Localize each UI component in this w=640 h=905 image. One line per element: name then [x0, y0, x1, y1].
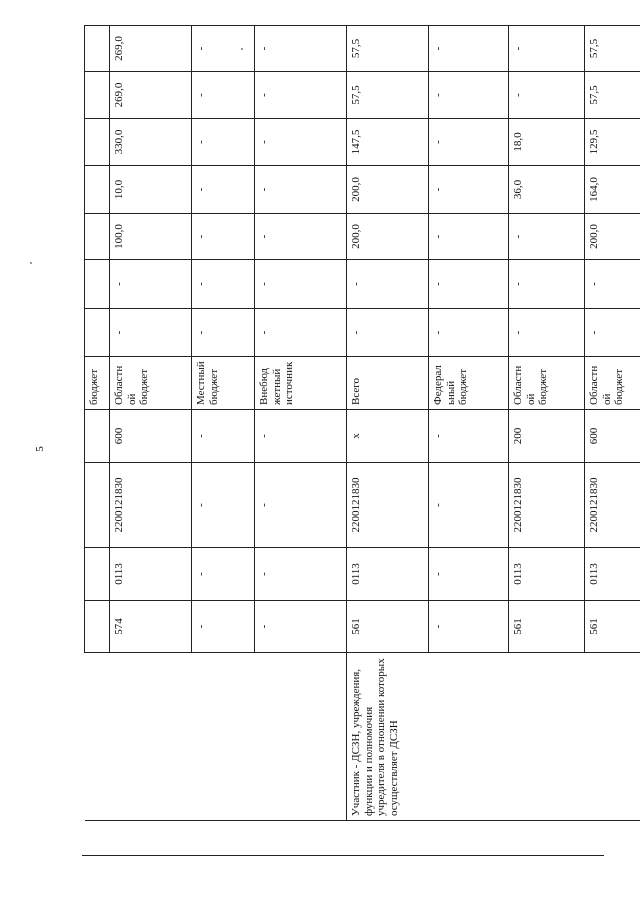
cell-v3: -	[429, 214, 509, 260]
cell-v4: -	[192, 166, 255, 214]
cell-v3: -	[192, 214, 255, 260]
cell-csr: 2200121830	[585, 463, 640, 548]
cell-kfsr: 561	[509, 601, 585, 653]
table-row	[347, 26, 429, 821]
cell-v5	[85, 119, 110, 166]
cell-vr: 600	[110, 410, 192, 463]
cell-v1: -	[429, 309, 509, 357]
empty-participant-cell	[85, 653, 347, 821]
cell-v6: -	[192, 72, 255, 119]
cell-v4	[85, 166, 110, 214]
cell-rz: 0113	[347, 548, 429, 601]
cell-source: Областной бюджет	[509, 357, 585, 410]
cell-vr: x	[347, 410, 429, 463]
cell-csr	[85, 463, 110, 548]
bottom-rule	[82, 855, 604, 856]
cell-vr: -	[429, 410, 509, 463]
cell-source: Федеральный бюджет	[429, 357, 509, 410]
cell-v5: -	[429, 119, 509, 166]
cell-v6: -	[429, 72, 509, 119]
cell-vr: 200	[509, 410, 585, 463]
cell-source: Всего	[347, 357, 429, 410]
cell-v1: -	[192, 309, 255, 357]
cell-v2: -	[347, 260, 429, 309]
cell-v2: -	[110, 260, 192, 309]
cell-rz: -	[255, 548, 347, 601]
cell-v1: -	[585, 309, 640, 357]
table-row	[85, 26, 110, 821]
cell-v1: -	[509, 309, 585, 357]
cell-v1: -	[255, 309, 347, 357]
cell-v1: -	[347, 309, 429, 357]
cell-v5: -	[255, 119, 347, 166]
cell-v2	[85, 260, 110, 309]
cell-v3: 100,0	[110, 214, 192, 260]
cell-rz: -	[192, 548, 255, 601]
cell-v1	[85, 309, 110, 357]
cell-rz: 0113	[585, 548, 640, 601]
cell-kfsr: 574	[110, 601, 192, 653]
cell-kfsr: -	[192, 601, 255, 653]
cell-v1: -	[110, 309, 192, 357]
cell-v3: 200,0	[347, 214, 429, 260]
cell-csr: 2200121830	[110, 463, 192, 548]
cell-v6: 57,5	[347, 72, 429, 119]
cell-vr: 600	[585, 410, 640, 463]
cell-vr: -	[192, 410, 255, 463]
cell-rz: 0113	[509, 548, 585, 601]
cell-v7: -	[509, 26, 585, 72]
cell-csr: 2200121830	[347, 463, 429, 548]
cell-v2: -	[429, 260, 509, 309]
cell-rz: -	[429, 548, 509, 601]
cell-v2: -	[509, 260, 585, 309]
cell-source: бюджет	[85, 357, 110, 410]
cell-kfsr	[85, 601, 110, 653]
cell-v4: 10,0	[110, 166, 192, 214]
cell-v7: -	[255, 26, 347, 72]
cell-source: Областной бюджет	[585, 357, 640, 410]
cell-rz	[85, 548, 110, 601]
cell-csr: 2200121830	[509, 463, 585, 548]
cell-kfsr: 561	[585, 601, 640, 653]
cell-vr: -	[255, 410, 347, 463]
cell-v3: -	[509, 214, 585, 260]
cell-v5: 129,5	[585, 119, 640, 166]
cell-v5: 18,0	[509, 119, 585, 166]
cell-v7: 57,5	[347, 26, 429, 72]
page-number: 5	[34, 446, 46, 452]
cell-kfsr: -	[255, 601, 347, 653]
cell-v4: 200,0	[347, 166, 429, 214]
cell-v7: 57,5	[585, 26, 640, 72]
cell-v6: -	[509, 72, 585, 119]
cell-v7	[85, 26, 110, 72]
cell-csr: -	[255, 463, 347, 548]
cell-v7: -	[429, 26, 509, 72]
cell-v4: -	[255, 166, 347, 214]
cell-csr: -	[192, 463, 255, 548]
scan-speck	[30, 262, 32, 264]
cell-v4: 164,0	[585, 166, 640, 214]
cell-kfsr: 561	[347, 601, 429, 653]
cell-v4: -	[429, 166, 509, 214]
cell-v5: 147,5	[347, 119, 429, 166]
cell-source: Внебюджетный источник	[255, 357, 347, 410]
cell-rz: 0113	[110, 548, 192, 601]
budget-table	[84, 25, 640, 821]
cell-v7: 269,0	[110, 26, 192, 72]
cell-vr	[85, 410, 110, 463]
cell-csr: -	[429, 463, 509, 548]
cell-kfsr: -	[429, 601, 509, 653]
rotated-budget-table-wrapper	[84, 26, 625, 821]
cell-source: Местный бюджет	[192, 357, 255, 410]
cell-v3: -	[255, 214, 347, 260]
cell-v3	[85, 214, 110, 260]
cell-v2: -	[192, 260, 255, 309]
cell-v3: 200,0	[585, 214, 640, 260]
cell-v6: 269,0	[110, 72, 192, 119]
cell-v2: -	[585, 260, 640, 309]
cell-v5: -	[192, 119, 255, 166]
participant-cell: Участник - ДСЗН, учреждения, функции и полномочия учредителя в отношении которых осуществляет ДСЗН	[347, 653, 640, 821]
cell-v5: 330,0	[110, 119, 192, 166]
cell-source: Областной бюджет	[110, 357, 192, 410]
cell-v4: 36,0	[509, 166, 585, 214]
cell-v6: -	[255, 72, 347, 119]
cell-v7: -	[192, 26, 255, 72]
cell-v6: 57,5	[585, 72, 640, 119]
cell-v2: -	[255, 260, 347, 309]
cell-v6	[85, 72, 110, 119]
